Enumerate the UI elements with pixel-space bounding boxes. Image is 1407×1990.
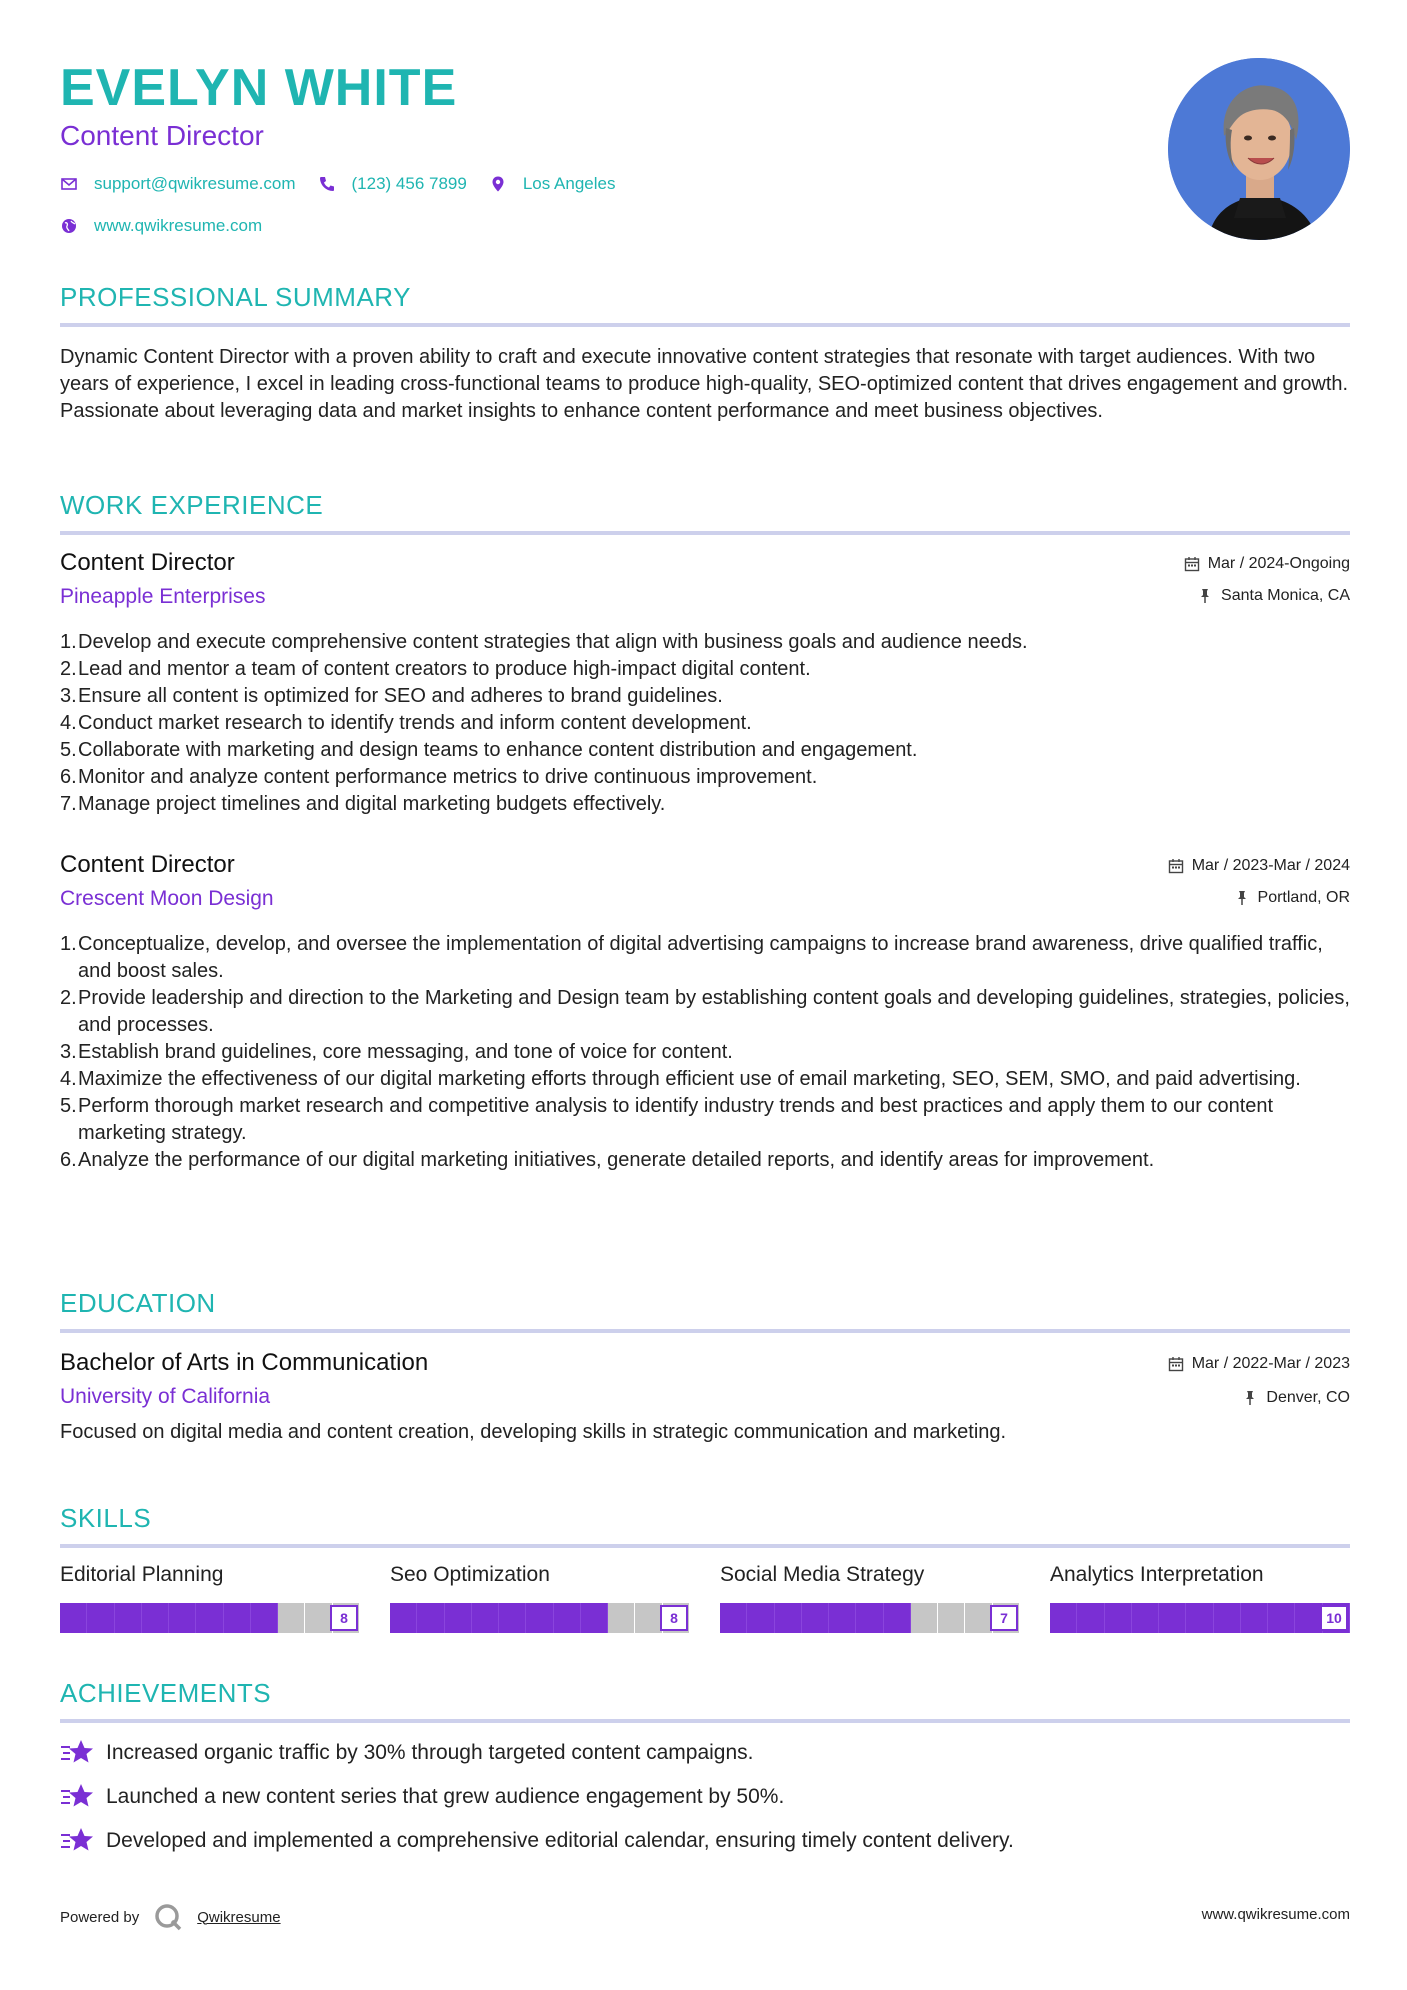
skill-bar-segment xyxy=(1132,1603,1159,1633)
job-location-text: Portland, OR xyxy=(1257,889,1350,906)
skill-bar-segment xyxy=(526,1603,553,1633)
list-item xyxy=(60,737,1350,764)
job-location xyxy=(1197,587,1350,605)
section-title-achievements: ACHIEVEMENTS xyxy=(60,1678,1350,1723)
footer-website[interactable]: www.qwikresume.com xyxy=(1201,1906,1350,1923)
skill-name: Analytics Interpretation xyxy=(1050,1563,1264,1586)
skill-bar-segment xyxy=(581,1603,608,1633)
education-date-text: Mar / 2022-Mar / 2023 xyxy=(1191,1355,1350,1372)
skill-bar-segment xyxy=(417,1603,444,1633)
bullet-number: 3. xyxy=(60,685,77,707)
star-icon xyxy=(60,1826,94,1856)
skill-item xyxy=(60,1563,360,1633)
powered-by xyxy=(60,1902,281,1932)
bullet-number: 4. xyxy=(60,712,77,734)
skill-bar-segment xyxy=(499,1603,526,1633)
summary-text: Dynamic Content Director with a proven ability to craft and execute innovative content strategies that resonate with target audiences. With two years of experience, I excel in leading cross-functional teams to produce high-quality, SEO-optimized content that drives engagement and growth. Passionate about leveraging data and market insights to enhance content performance and meet business objectives. xyxy=(60,346,1349,422)
globe-icon xyxy=(60,217,78,235)
bullet-text: Establish brand guidelines, core messaging, and tone of voice for content. xyxy=(78,1041,733,1063)
skill-bar-segment xyxy=(554,1603,581,1633)
skill-bar-segment xyxy=(856,1603,883,1633)
email-text: support@qwikresume.com xyxy=(94,174,296,193)
skill-bar-segment xyxy=(747,1603,774,1633)
job-bullets xyxy=(60,629,1350,818)
job-date xyxy=(1168,857,1350,875)
skill-item xyxy=(1050,1563,1350,1633)
candidate-name: EVELYN WHITE xyxy=(60,59,458,117)
achievement-text: Increased organic traffic by 30% through targeted content campaigns. xyxy=(106,1741,754,1764)
list-item xyxy=(60,629,1350,656)
bullet-text: Lead and mentor a team of content creators to produce high-impact digital content. xyxy=(78,658,811,680)
skill-bar-segment xyxy=(278,1603,305,1633)
pushpin-icon xyxy=(1197,588,1213,604)
skill-bar-segment xyxy=(608,1603,635,1633)
list-item xyxy=(60,764,1350,791)
bullet-number: 1. xyxy=(60,631,77,653)
contact-email[interactable] xyxy=(60,174,296,194)
star-icon xyxy=(60,1782,94,1812)
pushpin-icon xyxy=(1234,890,1250,906)
calendar-icon xyxy=(1168,858,1184,874)
contact-website[interactable] xyxy=(60,216,262,236)
bullet-number: 4. xyxy=(60,1068,77,1090)
skill-bar-segment xyxy=(472,1603,499,1633)
skill-level-badge: 8 xyxy=(660,1605,688,1631)
skill-bar xyxy=(720,1603,1020,1633)
skill-bar-segment xyxy=(720,1603,747,1633)
job-date xyxy=(1184,555,1350,573)
skill-bar-segment xyxy=(1295,1603,1322,1633)
skill-item xyxy=(390,1563,690,1633)
contact-row xyxy=(60,174,637,194)
skill-name: Social Media Strategy xyxy=(720,1563,925,1586)
job-company: Crescent Moon Design xyxy=(60,887,274,910)
section-title-summary: PROFESSIONAL SUMMARY xyxy=(60,282,1350,327)
calendar-icon xyxy=(1184,556,1200,572)
location-text: Los Angeles xyxy=(522,174,616,193)
skill-bar-segment xyxy=(142,1603,169,1633)
achievement-text: Developed and implemented a comprehensive editorial calendar, ensuring timely content delivery. xyxy=(106,1829,1014,1852)
skill-bar-segment xyxy=(445,1603,472,1633)
education-location-text: Denver, CO xyxy=(1266,1389,1350,1406)
star-icon xyxy=(60,1738,94,1768)
bullet-number: 5. xyxy=(60,739,77,761)
list-item xyxy=(60,683,1350,710)
skill-level-badge: 8 xyxy=(330,1605,358,1631)
website-text: www.qwikresume.com xyxy=(94,216,263,235)
skill-name: Seo Optimization xyxy=(390,1563,550,1586)
bullet-text: Manage project timelines and digital marketing budgets effectively. xyxy=(78,793,666,815)
education-date xyxy=(1168,1355,1350,1373)
job-date-text: Mar / 2024-Ongoing xyxy=(1207,555,1350,572)
bullet-number: 2. xyxy=(60,658,77,680)
bullet-text: Conduct market research to identify trends and inform content development. xyxy=(78,712,752,734)
achievement-item xyxy=(60,1782,1350,1812)
bullet-number: 1. xyxy=(60,933,77,955)
education-description: Focused on digital media and content creation, developing skills in strategic communication and marketing. xyxy=(60,1421,1007,1443)
skill-bar-segment xyxy=(1050,1603,1077,1633)
bullet-text: Perform thorough market research and competitive analysis to identify industry trends and best practices and apply them to our content marketing strategy. xyxy=(78,1095,1274,1144)
bullet-number: 6. xyxy=(60,1149,77,1171)
bullet-text: Develop and execute comprehensive content strategies that align with business goals and audience needs. xyxy=(78,631,1028,653)
skill-bar-segment xyxy=(1105,1603,1132,1633)
contact-location xyxy=(489,174,616,194)
skill-bar-segment xyxy=(196,1603,223,1633)
skill-bar-segment xyxy=(829,1603,856,1633)
skill-bar-segment xyxy=(169,1603,196,1633)
skill-bar-segment xyxy=(635,1603,662,1633)
list-item xyxy=(60,791,1350,818)
contact-phone[interactable] xyxy=(318,174,467,194)
skill-bar-segment xyxy=(251,1603,278,1633)
school-name: University of California xyxy=(60,1385,271,1408)
bullet-text: Collaborate with marketing and design teams to enhance content distribution and engagement. xyxy=(78,739,918,761)
degree-title: Bachelor of Arts in Communication xyxy=(60,1349,429,1376)
job-date-text: Mar / 2023-Mar / 2024 xyxy=(1191,857,1350,874)
map-pin-icon xyxy=(489,175,507,193)
bullet-text: Maximize the effectiveness of our digital marketing efforts through efficient use of email marketing, SEO, SEM, SMO, and paid advertising. xyxy=(78,1068,1301,1090)
calendar-icon xyxy=(1168,1356,1184,1372)
job-bullets xyxy=(60,931,1350,1174)
skill-bar-segment xyxy=(305,1603,332,1633)
skill-bar-segment xyxy=(1077,1603,1104,1633)
section-title-skills: SKILLS xyxy=(60,1503,1350,1548)
contact-row-website xyxy=(60,216,284,236)
skills-list xyxy=(60,1563,1350,1633)
skill-bar-segment xyxy=(775,1603,802,1633)
job-title: Content Director xyxy=(60,549,235,576)
skill-bar-segment xyxy=(1159,1603,1186,1633)
bullet-number: 6. xyxy=(60,766,77,788)
skill-bar-segment xyxy=(1241,1603,1268,1633)
skill-bar-segment xyxy=(115,1603,142,1633)
skill-bar-segment xyxy=(884,1603,911,1633)
bullet-text: Monitor and analyze content performance metrics to drive continuous improvement. xyxy=(78,766,818,788)
skill-bar-segment xyxy=(911,1603,938,1633)
bullet-number: 3. xyxy=(60,1041,77,1063)
phone-icon xyxy=(318,175,336,193)
job-location xyxy=(1234,889,1350,907)
list-item xyxy=(60,656,1350,683)
list-item xyxy=(60,1039,1350,1066)
pushpin-icon xyxy=(1242,1390,1258,1406)
skill-bar-segment xyxy=(60,1603,87,1633)
job-company: Pineapple Enterprises xyxy=(60,585,266,608)
bullet-text: Conceptualize, develop, and oversee the implementation of digital advertising campaigns to increase brand awareness, drive qualified traffic, and boost sales. xyxy=(78,933,1323,982)
job-location-text: Santa Monica, CA xyxy=(1221,587,1350,604)
section-title-education: EDUCATION xyxy=(60,1288,1350,1333)
candidate-role: Content Director xyxy=(60,120,264,151)
achievement-item xyxy=(60,1826,1350,1856)
bullet-text: Ensure all content is optimized for SEO and adheres to brand guidelines. xyxy=(78,685,723,707)
skill-level-badge: 10 xyxy=(1320,1605,1348,1631)
powered-by-label: Powered by xyxy=(60,1908,140,1926)
achievement-text: Launched a new content series that grew audience engagement by 50%. xyxy=(106,1785,785,1808)
skill-bar-segment xyxy=(1268,1603,1295,1633)
profile-photo xyxy=(1168,58,1350,240)
bullet-text: Provide leadership and direction to the Marketing and Design team by establishing content goals and developing guidelines, strategies, policies, and processes. xyxy=(78,987,1350,1036)
skill-level-badge: 7 xyxy=(990,1605,1018,1631)
resume-page xyxy=(60,0,1350,1990)
envelope-icon xyxy=(60,175,78,193)
qwikresume-logo-icon xyxy=(153,1902,183,1932)
skill-name: Editorial Planning xyxy=(60,1563,224,1586)
skill-bar-segment xyxy=(224,1603,251,1633)
section-title-experience: WORK EXPERIENCE xyxy=(60,490,1350,535)
list-item xyxy=(60,931,1350,985)
skill-bar-segment xyxy=(390,1603,417,1633)
skill-bar-segment xyxy=(938,1603,965,1633)
list-item xyxy=(60,985,1350,1039)
bullet-number: 5. xyxy=(60,1095,77,1117)
skill-bar-segment xyxy=(1186,1603,1213,1633)
skill-bar xyxy=(390,1603,690,1633)
list-item xyxy=(60,1066,1350,1093)
bullet-number: 7. xyxy=(60,793,77,815)
list-item xyxy=(60,1147,1350,1174)
skill-bar-segment xyxy=(965,1603,992,1633)
achievement-item xyxy=(60,1738,1350,1768)
education-location xyxy=(1242,1389,1350,1407)
skill-bar-segment xyxy=(87,1603,114,1633)
phone-text: (123) 456 7899 xyxy=(351,174,467,193)
skill-bar xyxy=(60,1603,360,1633)
list-item xyxy=(60,710,1350,737)
skill-bar xyxy=(1050,1603,1350,1633)
skill-item xyxy=(720,1563,1020,1633)
bullet-text: Analyze the performance of our digital marketing initiatives, generate detailed reports, and identify areas for improvement. xyxy=(78,1149,1155,1171)
skill-bar-segment xyxy=(1214,1603,1241,1633)
bullet-number: 2. xyxy=(60,987,77,1009)
brand-link[interactable]: Qwikresume xyxy=(197,1908,281,1926)
list-item xyxy=(60,1093,1350,1147)
job-title: Content Director xyxy=(60,851,235,878)
skill-bar-segment xyxy=(802,1603,829,1633)
